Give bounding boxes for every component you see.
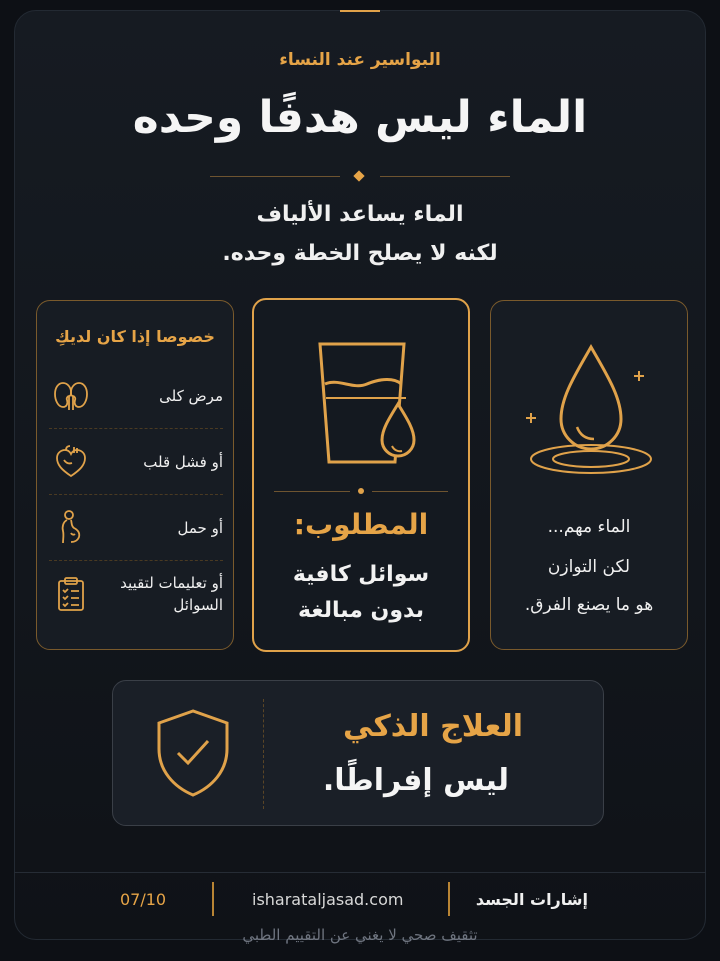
kidney-icon xyxy=(49,374,93,418)
water-glass-icon xyxy=(312,336,422,480)
condition-item-kidney xyxy=(49,363,223,429)
clipboard-icon xyxy=(49,572,93,616)
balance-card xyxy=(490,300,688,650)
condition-item-pregnancy xyxy=(49,495,223,561)
heart-icon xyxy=(49,440,93,484)
banner-subtitle: ليس إفراطًا. xyxy=(322,763,509,798)
banner-separator xyxy=(263,699,264,809)
footer-separator xyxy=(212,882,214,916)
condition-label: مرض كلى xyxy=(159,386,223,405)
requirement-card xyxy=(252,298,470,652)
top-accent-line xyxy=(340,10,380,12)
shield-check-icon xyxy=(153,707,233,803)
footer-disclaimer: تثقيف صحي لا يغني عن التقييم الطبي xyxy=(242,926,478,944)
middle-divider-dot xyxy=(358,488,364,494)
divider-right xyxy=(380,176,510,177)
middle-divider-left xyxy=(274,491,350,492)
divider-left xyxy=(210,176,340,177)
condition-label: أو تعليمات لتقييد السوائل xyxy=(120,574,223,614)
subtitle-line-2: لكنه لا يصلح الخطة وحده. xyxy=(222,241,498,266)
condition-label: أو فشل قلب xyxy=(143,452,223,471)
pregnancy-icon xyxy=(49,506,93,550)
page-title: الماء ليس هدفًا وحده xyxy=(132,92,588,143)
balance-line-1: الماء مهم... xyxy=(547,517,631,537)
requirement-line-2: بدون مبالغة xyxy=(298,598,424,623)
middle-divider-right xyxy=(372,491,448,492)
smart-treatment-banner xyxy=(112,680,604,826)
requirement-title: المطلوب: xyxy=(293,508,429,541)
water-drop-icon xyxy=(521,341,661,495)
kicker: البواسير عند النساء xyxy=(279,50,441,70)
condition-label: أو حمل xyxy=(177,518,223,537)
footer-separator xyxy=(448,882,450,916)
conditions-title: خصوصا إذا كان لديكِ xyxy=(55,327,215,346)
balance-line-2: لكن التوازن xyxy=(547,557,631,577)
conditions-card xyxy=(36,300,234,650)
subtitle-line-1: الماء يساعد الألياف xyxy=(256,202,464,227)
condition-item-fluid-restriction xyxy=(49,561,223,627)
footer-brand: إشارات الجسد xyxy=(475,890,588,909)
condition-item-heart xyxy=(49,429,223,495)
footer-website-link[interactable]: isharataljasad.com xyxy=(252,890,404,909)
page-number: 07/10 xyxy=(120,890,167,909)
banner-title: العلاج الذكي xyxy=(343,709,523,744)
footer-divider xyxy=(14,872,706,873)
balance-line-3: هو ما يصنع الفرق. xyxy=(524,595,654,615)
requirement-line-1: سوائل كافية xyxy=(292,562,430,587)
